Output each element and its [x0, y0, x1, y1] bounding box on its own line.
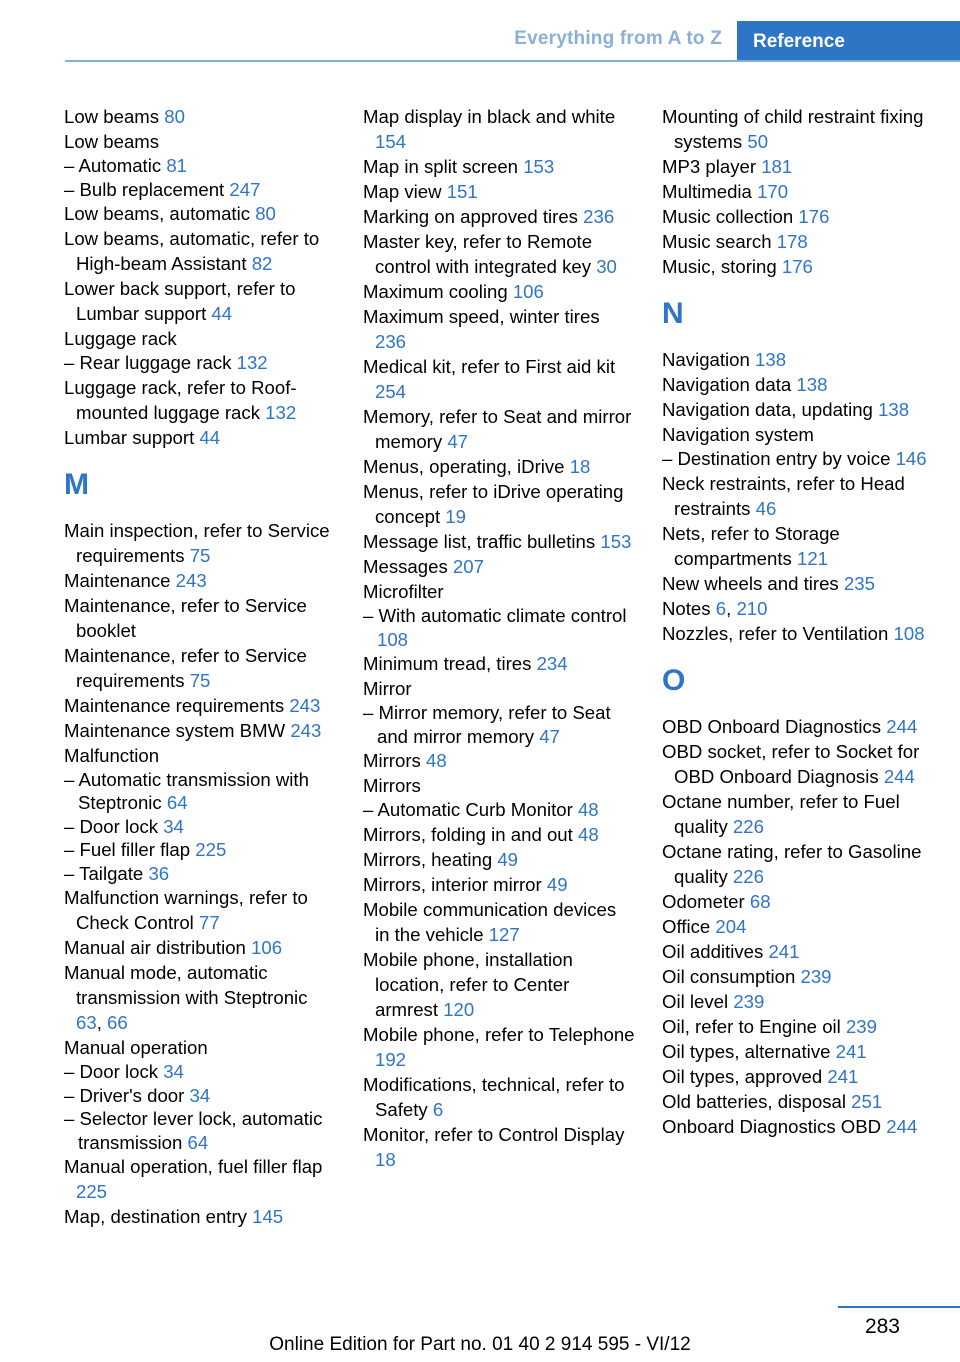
- index-entry: [662, 621, 934, 646]
- index-entry: [363, 773, 635, 798]
- page-link[interactable]: 80: [255, 203, 276, 224]
- edition-note: Online Edition for Part no. 01 40 2 914 595 - VI/12: [269, 1334, 691, 1355]
- index-entry: [662, 204, 934, 229]
- page-link[interactable]: 247: [229, 178, 261, 200]
- page-link[interactable]: 49: [546, 873, 568, 895]
- index-subentry: [363, 798, 635, 822]
- index-term: Maximum cooling: [363, 281, 508, 302]
- index-entry: [662, 1089, 934, 1114]
- page-link[interactable]: 153: [523, 156, 555, 177]
- index-term: Map in split screen: [363, 156, 519, 177]
- index-entry: [64, 568, 336, 593]
- page-link[interactable]: 243: [289, 694, 321, 716]
- index-term: Message list, traffic bulletins: [363, 531, 596, 552]
- index-term: Multimedia: [662, 181, 752, 202]
- page-link[interactable]: 66: [107, 1012, 128, 1033]
- index-term: New wheels and tires: [662, 572, 839, 594]
- index-term: – Mirror memory, refer to Seat and mirror memory: [363, 702, 611, 747]
- index-entry: [363, 554, 635, 579]
- index-entry: [662, 714, 934, 739]
- index-entry: [662, 471, 934, 521]
- index-subentry: [64, 815, 336, 839]
- page-link[interactable]: 47: [447, 431, 469, 452]
- page-link[interactable]: 254: [375, 381, 407, 402]
- index-term: Lumbar support: [64, 426, 195, 448]
- index-term: Lower back support, refer to Lumbar support: [64, 278, 296, 324]
- index-entry: [64, 129, 336, 154]
- index-entry: [363, 154, 635, 179]
- page-link[interactable]: 236: [583, 206, 615, 227]
- index-entry: [363, 651, 635, 676]
- page-link[interactable]: 204: [715, 915, 747, 937]
- page-link[interactable]: 63: [76, 1012, 97, 1033]
- index-entry: [64, 326, 336, 351]
- index-subentry: [64, 154, 336, 178]
- index-entry: [363, 204, 635, 229]
- index-term: Menus, operating, iDrive: [363, 456, 565, 477]
- index-entry: [662, 939, 934, 964]
- page-link[interactable]: 64: [187, 1131, 209, 1153]
- page-link[interactable]: 75: [189, 544, 211, 566]
- page-link[interactable]: 106: [251, 937, 283, 958]
- index-entry: [64, 104, 336, 129]
- index-term: – Rear luggage rack: [64, 352, 232, 373]
- index-entry: [662, 1014, 934, 1039]
- page-link[interactable]: 176: [798, 206, 830, 227]
- page-link[interactable]: 241: [827, 1065, 859, 1087]
- page-link[interactable]: 244: [883, 765, 915, 787]
- index-term: – Door lock: [64, 815, 159, 837]
- index-term: Onboard Diagnostics OBD: [662, 1115, 882, 1137]
- index-term: Nets, refer to Storage compartments: [662, 522, 840, 569]
- page-link[interactable]: 80: [164, 106, 185, 127]
- index-term: Mirrors, folding in and out: [363, 823, 573, 845]
- index-entry: [363, 947, 635, 1022]
- index-term: – Automatic: [64, 155, 162, 176]
- page-link[interactable]: 226: [732, 815, 764, 837]
- index-entry: [64, 1154, 336, 1204]
- index-entry: [363, 354, 635, 404]
- index-entry: [662, 229, 934, 254]
- index-term: Music collection: [662, 206, 794, 227]
- index-entry: [363, 676, 635, 701]
- index-subentry: [64, 178, 336, 202]
- index-entry: [64, 1204, 336, 1229]
- page-link[interactable]: 235: [843, 572, 875, 594]
- index-term: OBD Onboard Diagnostics: [662, 715, 882, 737]
- index-letter-heading: M: [64, 467, 89, 501]
- index-subentry: [363, 701, 635, 748]
- index-term: MP3 player: [662, 156, 757, 177]
- index-term: Marking on approved tires: [363, 206, 578, 227]
- index-term: – With automatic climate control: [363, 605, 627, 626]
- index-term: Memory, refer to Seat and mirror memory: [363, 406, 632, 452]
- page-link[interactable]: 170: [757, 181, 789, 202]
- index-term: Mirrors, interior mirror: [363, 873, 542, 895]
- page-link[interactable]: 108: [893, 622, 925, 644]
- index-term: Mirrors: [363, 750, 421, 771]
- index-entry: [662, 989, 934, 1014]
- page-link[interactable]: 244: [886, 715, 918, 737]
- page-link[interactable]: 138: [796, 374, 828, 395]
- index-term: Octane rating, refer to Gasoline quality: [662, 840, 922, 887]
- index-entry: [662, 154, 934, 179]
- chapter-tab: Reference: [737, 21, 960, 62]
- index-subentry: [64, 1060, 336, 1084]
- index-term: Maintenance, refer to Service booklet: [64, 594, 307, 641]
- page-link[interactable]: 243: [290, 719, 322, 741]
- index-entry: [662, 1114, 934, 1139]
- index-term: Oil types, approved: [662, 1065, 823, 1087]
- page-link[interactable]: 44: [199, 426, 221, 448]
- page-header: [0, 0, 960, 62]
- index-term: Mobile phone, refer to Telephone: [363, 1023, 635, 1045]
- page-link[interactable]: 239: [733, 990, 765, 1012]
- page-link[interactable]: 34: [189, 1084, 211, 1106]
- index-term: – Tailgate: [64, 862, 144, 884]
- index-term: – Fuel filler flap: [64, 839, 191, 860]
- index-term: – Selector lever lock, automatic transmission: [64, 1108, 323, 1153]
- page-link[interactable]: 132: [236, 352, 268, 373]
- index-term: Notes: [662, 597, 711, 619]
- page-link[interactable]: 234: [536, 653, 568, 674]
- index-entry: [363, 1022, 635, 1072]
- index-entry: [363, 304, 635, 354]
- section-title: Everything from A to Z: [514, 28, 722, 49]
- page-link[interactable]: 120: [443, 998, 475, 1020]
- index-entry: [363, 748, 635, 773]
- page-link[interactable]: 176: [781, 256, 813, 277]
- index-entry: [363, 479, 635, 529]
- index-term: Navigation system: [662, 424, 814, 445]
- page-link[interactable]: 207: [452, 556, 484, 577]
- index-subentry: [64, 838, 336, 862]
- index-term: Navigation: [662, 349, 750, 370]
- page-link[interactable]: 64: [166, 792, 188, 813]
- index-entry: [662, 372, 934, 397]
- page-link[interactable]: 244: [886, 1115, 918, 1137]
- index-term: Low beams, automatic, refer to High-beam Assistant: [64, 228, 320, 274]
- index-entry: [363, 847, 635, 872]
- index-term: Map, destination entry: [64, 1206, 247, 1227]
- page-link[interactable]: 243: [175, 569, 207, 591]
- index-entry: [662, 889, 934, 914]
- index-entry: [662, 839, 934, 889]
- index-entry: [363, 279, 635, 304]
- index-entry: [64, 885, 336, 935]
- index-term: Maintenance: [64, 569, 171, 591]
- page-link[interactable]: 138: [755, 349, 787, 370]
- page-link[interactable]: 127: [488, 923, 520, 945]
- index-entry: [64, 593, 336, 643]
- index-term: Minimum tread, tires: [363, 653, 532, 674]
- page-link[interactable]: 77: [198, 912, 220, 933]
- page-link[interactable]: 138: [878, 399, 910, 420]
- index-term: Monitor, refer to Control Display: [363, 1123, 625, 1145]
- index-term: Main inspection, refer to Service requirements: [64, 519, 330, 566]
- index-term: Octane number, refer to Fuel quality: [662, 790, 900, 837]
- page-link[interactable]: 239: [845, 1015, 877, 1037]
- page-link[interactable]: 236: [375, 331, 407, 352]
- index-term: Mounting of child restraint fixing systems: [662, 106, 924, 152]
- page-link[interactable]: 145: [252, 1206, 284, 1227]
- page-link[interactable]: 154: [375, 131, 407, 152]
- index-subentry: [64, 768, 336, 815]
- index-term: – Automatic transmission with Steptronic: [64, 768, 309, 813]
- index-term: Modifications, technical, refer to Safety: [363, 1073, 625, 1120]
- index-letter-heading: O: [662, 663, 686, 697]
- index-term: Medical kit, refer to First aid kit: [363, 356, 616, 377]
- index-term: Low beams, automatic: [64, 203, 251, 224]
- index-term: Maximum speed, winter tires: [363, 306, 600, 327]
- page-link[interactable]: 153: [600, 531, 632, 552]
- index-entry: [662, 347, 934, 372]
- page-link[interactable]: 48: [426, 750, 447, 771]
- page-link[interactable]: 108: [377, 628, 409, 650]
- index-entry: [662, 1039, 934, 1064]
- index-term: Odometer: [662, 890, 745, 912]
- page-link[interactable]: 151: [446, 181, 478, 202]
- index-entry: [363, 579, 635, 604]
- index-term: OBD socket, refer to Socket for OBD Onboard Diagnosis: [662, 740, 920, 787]
- index-entry: [662, 964, 934, 989]
- index-term: Manual mode, automatic transmission with Steptronic: [64, 962, 308, 1008]
- index-term: Old batteries, disposal: [662, 1090, 846, 1112]
- index-entry: [363, 454, 635, 479]
- page-link[interactable]: 251: [851, 1090, 883, 1112]
- index-term: Mobile communication devices in the vehicle: [363, 898, 617, 945]
- page-link[interactable]: 225: [76, 1181, 108, 1202]
- index-letter-heading: N: [662, 297, 684, 330]
- index-term: Navigation data, updating: [662, 399, 873, 420]
- index-term: Manual operation: [64, 1037, 208, 1058]
- index-entry: [363, 179, 635, 204]
- page-link[interactable]: 48: [577, 823, 599, 845]
- index-subentry: [363, 604, 635, 651]
- index-term: Map display in black and white: [363, 106, 616, 127]
- page-link[interactable]: 132: [265, 401, 297, 423]
- page-link[interactable]: 18: [569, 456, 591, 477]
- index-entry: [662, 179, 934, 204]
- index-term: Oil, refer to Engine oil: [662, 1015, 841, 1037]
- page-link[interactable]: 6: [715, 597, 727, 619]
- index-entry: [662, 914, 934, 939]
- index-term: Manual operation, fuel filler flap: [64, 1156, 323, 1177]
- index-entry: [64, 425, 336, 450]
- index-term: Office: [662, 915, 711, 937]
- index-entry: [662, 254, 934, 279]
- index-term: Mirrors, heating: [363, 848, 493, 870]
- index-entry: [64, 1035, 336, 1060]
- index-entry: [64, 201, 336, 226]
- index-subentry: [64, 1107, 336, 1154]
- index-entry: [363, 822, 635, 847]
- page-link[interactable]: 19: [445, 506, 466, 527]
- index-term: Messages: [363, 556, 448, 577]
- index-term: – Bulb replacement: [64, 178, 225, 200]
- index-entry: [662, 789, 934, 839]
- index-term: Nozzles, refer to Ventilation: [662, 622, 889, 644]
- index-term: Low beams: [64, 131, 160, 152]
- page-link[interactable]: 30: [596, 256, 617, 277]
- index-column-3: [662, 104, 934, 1139]
- page-link[interactable]: 178: [776, 231, 808, 252]
- index-term: Luggage rack, refer to Roof-mounted luggage rack: [64, 376, 297, 423]
- page-link[interactable]: 192: [375, 1048, 407, 1070]
- index-term: – Driver's door: [64, 1084, 185, 1106]
- index-subentry: [64, 1084, 336, 1108]
- index-entry: [363, 104, 635, 154]
- page-link[interactable]: 82: [251, 253, 273, 274]
- page-link[interactable]: 241: [768, 940, 800, 962]
- index-term: Maintenance system BMW: [64, 719, 286, 741]
- index-entry: Manual mode, automatic transmission with Steptronic 63, 66: [64, 962, 308, 1033]
- index-entry: [662, 521, 934, 571]
- page-link[interactable]: 241: [835, 1040, 867, 1062]
- page-link[interactable]: 34: [163, 815, 184, 837]
- index-entry: [64, 518, 336, 568]
- index-entry: [662, 571, 934, 596]
- index-term: – Automatic Curb Monitor: [363, 799, 573, 820]
- footer-rule: [838, 1306, 960, 1308]
- index-entry: [363, 404, 635, 454]
- page-link[interactable]: 181: [761, 156, 793, 177]
- index-term: Master key, refer to Remote control with integrated key: [363, 231, 593, 277]
- index-term: Low beams: [64, 106, 160, 127]
- index-term: Manual air distribution: [64, 937, 246, 958]
- index-entry: [363, 1072, 635, 1122]
- index-term: Menus, refer to iDrive operating concept: [363, 481, 624, 527]
- index-entry: [662, 104, 934, 154]
- index-term: Malfunction: [64, 744, 160, 766]
- page-link[interactable]: 47: [539, 725, 560, 747]
- index-term: Maintenance, refer to Service requirements: [64, 644, 307, 691]
- index-term: Music search: [662, 231, 772, 252]
- index-term: Microfilter: [363, 581, 444, 602]
- index-entry: [64, 276, 336, 326]
- index-entry: [64, 743, 336, 768]
- page-link[interactable]: 106: [512, 281, 544, 302]
- page-number: 283: [864, 1315, 900, 1338]
- page-link[interactable]: 36: [148, 862, 170, 884]
- index-entry: [64, 935, 336, 960]
- index-column-2: [363, 104, 635, 1172]
- index-term: Oil additives: [662, 940, 764, 962]
- index-entry: [662, 397, 934, 422]
- index-entry: [662, 1064, 934, 1089]
- page-link[interactable]: 18: [375, 1148, 396, 1170]
- index-entry: [363, 229, 635, 279]
- page-link[interactable]: 239: [800, 965, 832, 987]
- page-link[interactable]: 75: [189, 669, 211, 691]
- index-term: Oil consumption: [662, 965, 796, 987]
- page-link[interactable]: 49: [497, 848, 519, 870]
- index-term: Mirror: [363, 678, 412, 699]
- index-entry: [363, 529, 635, 554]
- index-term: Mobile phone, installation location, refer to Center armrest: [363, 948, 573, 1020]
- page-link[interactable]: 226: [732, 865, 764, 887]
- page-link[interactable]: 81: [166, 155, 188, 176]
- index-entry: [64, 643, 336, 693]
- index-term: Malfunction warnings, refer to Check Control: [64, 887, 308, 933]
- index-term: Navigation data: [662, 374, 792, 395]
- index-entry: [64, 718, 336, 743]
- index-entry: Notes 6, 210: [662, 597, 768, 619]
- index-term: – Door lock: [64, 1061, 159, 1082]
- page-link[interactable]: 46: [755, 497, 777, 519]
- index-term: Oil types, alternative: [662, 1040, 831, 1062]
- index-entry: [64, 375, 336, 425]
- index-subentry: [64, 862, 336, 886]
- index-term: Luggage rack: [64, 328, 177, 349]
- page-link[interactable]: 48: [577, 799, 599, 820]
- index-subentry: [64, 351, 336, 375]
- index-term: Maintenance requirements: [64, 694, 285, 716]
- header-rule: [65, 60, 960, 62]
- page-link[interactable]: 68: [749, 890, 771, 912]
- page-link[interactable]: 210: [736, 597, 768, 619]
- page-link[interactable]: 146: [895, 448, 927, 469]
- index-subentry: [662, 447, 934, 471]
- page-link[interactable]: 121: [796, 547, 829, 569]
- index-term: Music, storing: [662, 256, 777, 277]
- index-term: – Destination entry by voice: [662, 448, 891, 469]
- index-entry: [662, 739, 934, 789]
- page-link[interactable]: 44: [211, 303, 233, 324]
- page-link[interactable]: 50: [747, 131, 769, 152]
- index-term: Map view: [363, 181, 442, 202]
- index-entry: [363, 1122, 635, 1172]
- index-term: Oil level: [662, 990, 729, 1012]
- page-link[interactable]: 6: [432, 1098, 444, 1120]
- page-link[interactable]: 34: [163, 1061, 184, 1082]
- index-entry: [363, 897, 635, 947]
- index-entry: [64, 226, 336, 276]
- index-term: Mirrors: [363, 775, 421, 796]
- index-entry: [363, 872, 635, 897]
- index-term: Neck restraints, refer to Head restraints: [662, 472, 905, 519]
- index-column-1: [64, 104, 336, 1229]
- index-entry: [64, 693, 336, 718]
- index-entry: [662, 422, 934, 447]
- page-link[interactable]: 225: [195, 839, 227, 860]
